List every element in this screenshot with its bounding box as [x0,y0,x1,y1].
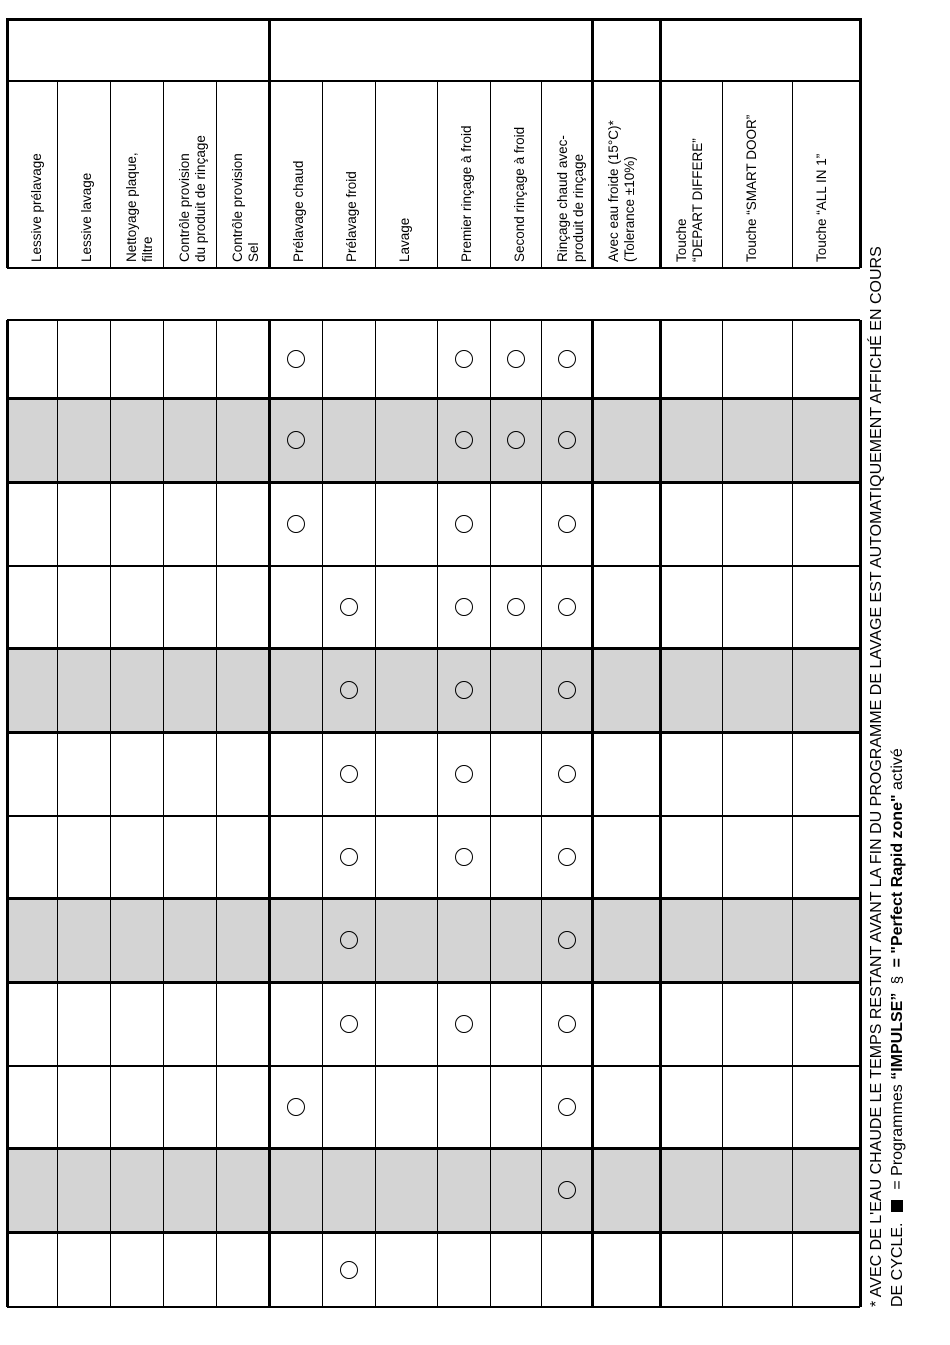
column-header-label: Touche “ALL IN 1” [814,153,829,262]
grid-column-line [322,1066,323,1307]
grid-row-line [7,647,860,650]
grid-column-line [322,566,323,816]
grid-column-line [268,566,271,816]
header-column-line [110,80,111,268]
header-column-line [792,80,793,268]
indicator-circle-icon [558,765,576,783]
column-header-label: Touche “SMART DOOR” [744,114,759,262]
grid-column-line [859,320,862,566]
grid-column-line [490,816,491,1066]
grid-column-line [6,566,9,816]
grid-column-line [110,1066,111,1307]
grid-column-line [792,1066,793,1307]
header-column-line [216,80,217,268]
indicator-circle-icon [507,598,525,616]
indicator-circle-icon [558,681,576,699]
indicator-circle-icon [558,350,576,368]
header-column-line [722,80,723,268]
grid-column-line [541,566,542,816]
footnote-cycle-text: DE CYCLE. [889,1222,906,1307]
grid-column-line [792,320,793,566]
grid-column-line [859,816,862,1066]
grid-column-line [322,816,323,1066]
header-column-line [268,18,271,268]
grid-column-line [722,816,723,1066]
indicator-circle-icon [455,515,473,533]
indicator-circle-icon [287,515,305,533]
grid-row-line [7,1065,860,1067]
grid-column-line [722,320,723,566]
grid-column-line [541,1066,542,1307]
column-header-label: Avec eau froide (15°C)* (Tolerance ±10%) [606,120,637,262]
grid-column-line [268,1066,271,1307]
grid-row-line [7,815,860,817]
indicator-circle-icon [558,1098,576,1116]
grid-column-line [722,566,723,816]
column-header-label: Nettoyage plaque, filtre [124,152,155,262]
grid-column-line [659,1066,662,1307]
footnote-line-1: * AVEC DE L'EAU CHAUDE LE TEMPS RESTANT AVANT LA FIN DU PROGRAMME DE LAVAGE EST AUTOMATIQUEMENT AFFICHÉ EN COURS [868,246,885,1307]
indicator-circle-icon [340,1015,358,1033]
header-top-border [7,18,860,21]
indicator-circle-icon [340,848,358,866]
grid-column-line [322,320,323,566]
grid-row-line [7,897,860,900]
footnote-impulse-text: “IMPULSE” [889,992,906,1080]
grid-column-line [437,320,438,566]
indicator-circle-icon [455,1015,473,1033]
indicator-circle-icon [507,431,525,449]
column-header-label: Prélavage froid [344,171,359,262]
indicator-circle-icon [558,931,576,949]
grid-column-line [541,320,542,566]
header-column-line [591,18,594,268]
indicator-circle-icon [455,350,473,368]
grid-column-line [268,320,271,566]
column-header-label: Lessive lavage [79,172,94,262]
grid-column-line [490,566,491,816]
grid-column-line [110,320,111,566]
footnote-line-2 [889,748,907,1307]
grid-column-line [163,566,164,816]
column-header-label: Contrôle provision Sel [230,153,261,262]
footnote-active-text: activé [889,748,906,790]
grid-column-line [659,320,662,566]
column-header-label: Lessive prélavage [29,153,44,262]
grid-column-line [57,566,58,816]
grid-column-line [216,320,217,566]
grid-column-line [437,566,438,816]
indicator-circle-icon [287,350,305,368]
indicator-circle-icon [455,598,473,616]
grid-column-line [163,320,164,566]
indicator-circle-icon [558,1181,576,1199]
grid-column-line [659,816,662,1066]
header-column-line [541,80,542,268]
grid-column-line [163,816,164,1066]
indicator-circle-icon [558,431,576,449]
grid-row-line [7,397,860,400]
column-header-label: Rinçage chaud avec- produit de rinçage [555,135,586,262]
grid-column-line [268,816,271,1066]
indicator-circle-icon [340,1261,358,1279]
column-header-label: Contrôle provision du produit de rinçage [177,135,208,262]
rapid-zone-icon: § [889,975,906,985]
grid-column-line [792,816,793,1066]
column-header-label: Lavage [397,217,412,262]
grid-column-line [490,320,491,566]
shaded-program-row [7,648,860,732]
header-column-line [437,80,438,268]
grid-column-line [859,1066,862,1307]
shaded-program-row [7,898,860,982]
grid-row-line [7,1147,860,1150]
header-column-line [322,80,323,268]
grid-column-line [591,816,594,1066]
grid-row-line [7,319,860,321]
indicator-circle-icon [340,681,358,699]
grid-column-line [375,1066,376,1307]
grid-column-line [591,1066,594,1307]
column-header-label: Second rinçage à froid [512,126,527,262]
header-column-line [163,80,164,268]
indicator-circle-icon [340,765,358,783]
grid-column-line [375,320,376,566]
indicator-circle-icon [558,848,576,866]
grid-row-line [7,981,860,984]
indicator-circle-icon [455,765,473,783]
header-column-line [659,18,662,268]
grid-column-line [437,1066,438,1307]
column-header-label: Prélavage chaud [291,160,306,262]
grid-row-line [7,481,860,484]
grid-column-line [6,1066,9,1307]
shaded-program-row [7,398,860,482]
grid-column-line [110,816,111,1066]
indicator-circle-icon [558,1015,576,1033]
indicator-circle-icon [287,1098,305,1116]
header-column-line [6,18,9,268]
indicator-circle-icon [455,681,473,699]
grid-column-line [57,816,58,1066]
grid-row-line [7,1231,860,1234]
impulse-square-icon [891,1200,903,1212]
grid-row-line [7,565,860,567]
grid-column-line [541,816,542,1066]
header-column-line [57,80,58,268]
grid-column-line [375,566,376,816]
shaded-program-row [7,1148,860,1232]
indicator-circle-icon [287,431,305,449]
column-header-label: Premier rinçage à froid [459,125,474,262]
column-header-label: Touche “DEPART DIFFERE” [674,138,705,262]
indicator-circle-icon [340,598,358,616]
grid-column-line [216,816,217,1066]
indicator-circle-icon [455,431,473,449]
header-column-line [375,80,376,268]
indicator-circle-icon [558,598,576,616]
grid-column-line [216,1066,217,1307]
header-bottom-border [7,267,860,269]
grid-column-line [591,566,594,816]
footnote-programmes-text: = Programmes [889,1084,906,1190]
grid-column-line [490,1066,491,1307]
grid-row-line [7,1306,860,1308]
indicator-circle-icon [340,931,358,949]
grid-column-line [722,1066,723,1307]
header-column-line [859,18,862,268]
indicator-circle-icon [507,350,525,368]
grid-column-line [591,320,594,566]
grid-column-line [859,566,862,816]
footnote-rapid-text: = "Perfect Rapid zone" [889,794,906,968]
indicator-circle-icon [558,515,576,533]
grid-row-line [7,731,860,734]
grid-column-line [792,566,793,816]
grid-column-line [437,816,438,1066]
grid-column-line [110,566,111,816]
grid-column-line [6,320,9,566]
header-column-line [490,80,491,268]
grid-column-line [163,1066,164,1307]
grid-column-line [57,1066,58,1307]
grid-column-line [57,320,58,566]
grid-column-line [659,566,662,816]
indicator-circle-icon [455,848,473,866]
grid-column-line [375,816,376,1066]
grid-column-line [6,816,9,1066]
header-group-divider [7,80,860,82]
grid-column-line [216,566,217,816]
